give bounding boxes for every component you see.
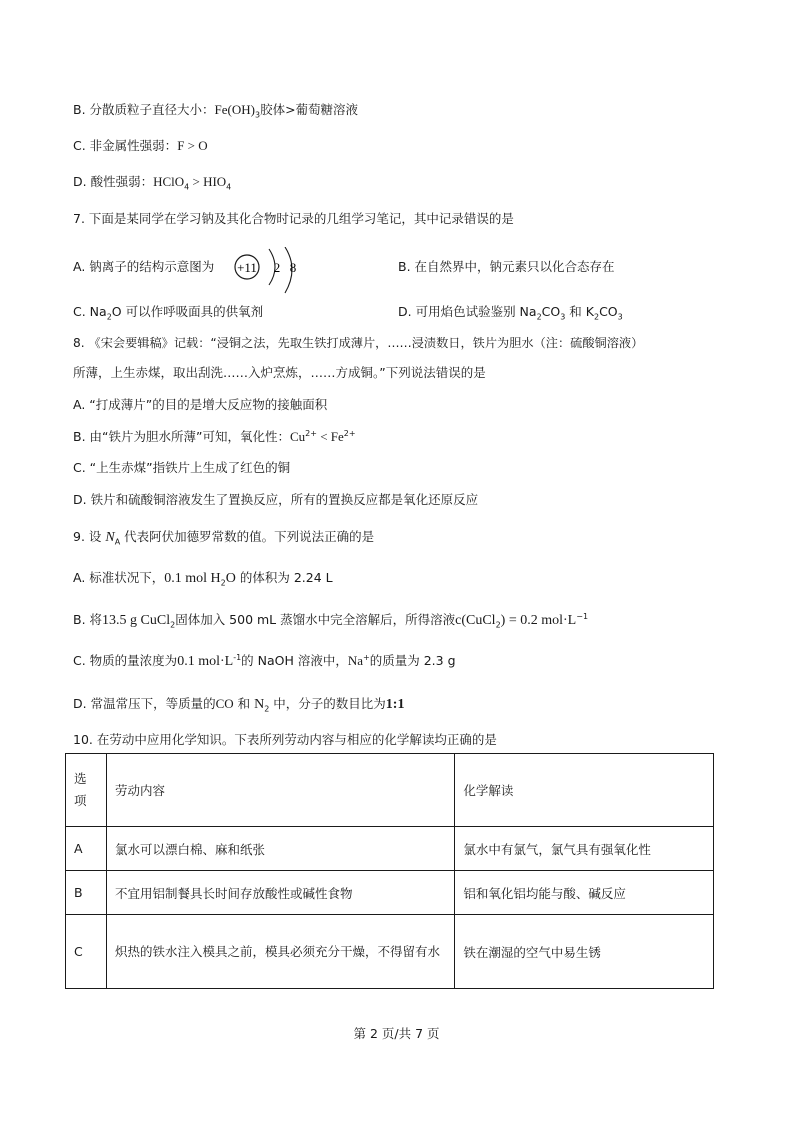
option-text: D. 常温常压下，等质量的 [73, 696, 216, 711]
header-option [66, 754, 107, 827]
superscript: + [363, 652, 370, 662]
option-text: 的质量为 2.3 g [369, 653, 456, 668]
sodium-ion-structure-diagram [233, 247, 303, 297]
shell-1-electrons: 2 [273, 260, 281, 275]
option-text: 固体加入 500 mL 蒸馏水中完全溶解后，所得溶液 [175, 612, 456, 627]
row-explain: 铁在潮湿的空气中易生锈 [455, 915, 714, 989]
formula: N [105, 530, 115, 545]
option-text: C. Na [73, 304, 107, 319]
row-option: C [66, 915, 107, 989]
row-explain: 氯水中有氯气，氯气具有强氧化性 [455, 827, 714, 871]
row-content: 炽热的铁水注入模具之前，模具必须充分干燥，不得留有水 [106, 915, 454, 989]
row-content: 不宜用铝制餐具长时间存放酸性或碱性食物 [106, 871, 454, 915]
option-text: B. 分散质粒子直径大小： [73, 102, 215, 117]
row-option: B [66, 871, 107, 915]
q9-option-c [73, 652, 456, 671]
table-header-row [66, 754, 714, 827]
header-option-label: 选项 [74, 771, 87, 808]
option-text: 代表阿伏加德罗常数的值。下列说法正确的是 [120, 529, 375, 544]
subscript: 4 [226, 182, 232, 192]
table-row [66, 871, 714, 915]
option-text: CO [541, 304, 561, 319]
option-text: 的 NaOH 溶液中， [241, 653, 348, 668]
q7-stem: 7. 下面是某同学在学习钠及其化合物时记录的几组学习笔记，其中记录错误的是 [73, 211, 514, 226]
formula: F > O [177, 138, 208, 153]
q8-option-b [73, 428, 356, 446]
subscript: 2 [170, 620, 176, 630]
q6-option-d [73, 173, 231, 191]
superscript: 2+ [343, 428, 356, 438]
q8-option-a: A. “打成薄片”的目的是增大反应物的接触面积 [73, 397, 328, 412]
subscript: 2 [264, 704, 270, 714]
formula: > HIO [189, 174, 227, 189]
q6-option-b [73, 101, 358, 119]
page-footer: 第 2 页/共 7 页 [353, 1026, 440, 1041]
q7-option-c [73, 303, 263, 321]
row-explain: 铝和氧化铝均能与酸、碱反应 [455, 871, 714, 915]
q9-stem [73, 528, 374, 547]
shell-2-electrons: 8 [289, 260, 297, 275]
option-text: O 可以作呼吸面具的供氧剂 [111, 304, 264, 319]
formula: 0.1 mol·L [177, 654, 234, 669]
q9-option-d [73, 695, 404, 714]
subscript: 3 [560, 312, 566, 322]
superscript: −1 [576, 611, 589, 621]
q10-table [65, 753, 714, 989]
option-text: A. 标准状况下， [73, 570, 165, 585]
formula: Fe(OH) [214, 102, 255, 117]
formula: O [225, 571, 236, 586]
q7-option-b: B. 在自然界中，钠元素只以化合态存在 [398, 259, 615, 274]
row-option: A [66, 827, 107, 871]
option-text: A. 钠离子的结构示意图为 [73, 259, 215, 274]
option-text: CO [599, 304, 618, 319]
formula: ) = 0.2 mol·L [500, 613, 577, 628]
q8-option-c: C. “上生赤煤”指铁片上生成了红色的铜 [73, 460, 291, 475]
q6-option-c [73, 137, 208, 155]
q8-stem-line-1: 8. 《宋会要辑稿》记载：“浸铜之法，先取生铁打成薄片，……浸渍数日，铁片为胆水（注：硫酸铜溶液） [73, 336, 644, 350]
subscript: 3 [617, 312, 623, 322]
option-text: 胶体>葡萄糖溶液 [260, 102, 359, 117]
option-text: B. 由“铁片为胆水所薄”可知，氧化性： [73, 429, 290, 444]
option-text: D. 酸性强弱： [73, 174, 154, 189]
option-text: C. 物质的量浓度为 [73, 653, 178, 668]
option-text: 和 K [565, 304, 594, 319]
formula: N [254, 697, 265, 712]
option-text: 和 [233, 696, 255, 711]
option-text: 的体积为 2.24 L [235, 570, 333, 585]
option-text: 中，分子的数目比为 [269, 696, 386, 711]
q8-stem-line-2: 所薄，上生赤煤，取出刮洗……入炉烹炼，……方成铜。”下列说法错误的是 [73, 365, 486, 380]
formula: c(CuCl [455, 613, 496, 628]
q7-option-d [398, 303, 623, 321]
table-row [66, 827, 714, 871]
header-content: 劳动内容 [106, 754, 454, 827]
formula: < Fe [316, 429, 344, 444]
option-text: C. 非金属性强弱： [73, 138, 178, 153]
superscript: -1 [233, 652, 242, 662]
formula: HClO [153, 174, 185, 189]
q9-option-a [73, 569, 333, 588]
subscript: 2 [536, 312, 542, 322]
table-row [66, 915, 714, 989]
option-text: B. 将 [73, 612, 103, 627]
subscript: A [114, 537, 121, 547]
formula: CO [215, 696, 234, 711]
subscript: 4 [184, 182, 190, 192]
subscript: 2 [220, 578, 226, 588]
formula: Cu [289, 429, 306, 444]
q10-stem: 10. 在劳动中应用化学知识。下表所列劳动内容与相应的化学解读均正确的是 [73, 732, 497, 747]
q9-option-b [73, 611, 588, 630]
subscript: 2 [495, 620, 501, 630]
subscript: 2 [106, 312, 112, 322]
header-explain: 化学解读 [455, 754, 714, 827]
option-text: 9. 设 [73, 529, 106, 544]
formula: 0.1 mol H [164, 571, 221, 586]
subscript: 3 [254, 110, 261, 120]
row-content: 氯水可以漂白棉、麻和纸张 [106, 827, 454, 871]
q7-option-a [73, 258, 214, 276]
nucleus-charge: +11 [237, 260, 257, 275]
q8-option-d: D. 铁片和硫酸铜溶液发生了置换反应，所有的置换反应都是氧化还原反应 [73, 492, 479, 507]
subscript: 2 [593, 312, 600, 322]
formula: 13.5 g CuCl [102, 613, 171, 628]
option-text: D. 可用焰色试验鉴别 Na [398, 304, 537, 319]
formula: Na [347, 653, 364, 668]
formula: 1:1 [385, 697, 405, 712]
superscript: 2+ [305, 428, 317, 438]
